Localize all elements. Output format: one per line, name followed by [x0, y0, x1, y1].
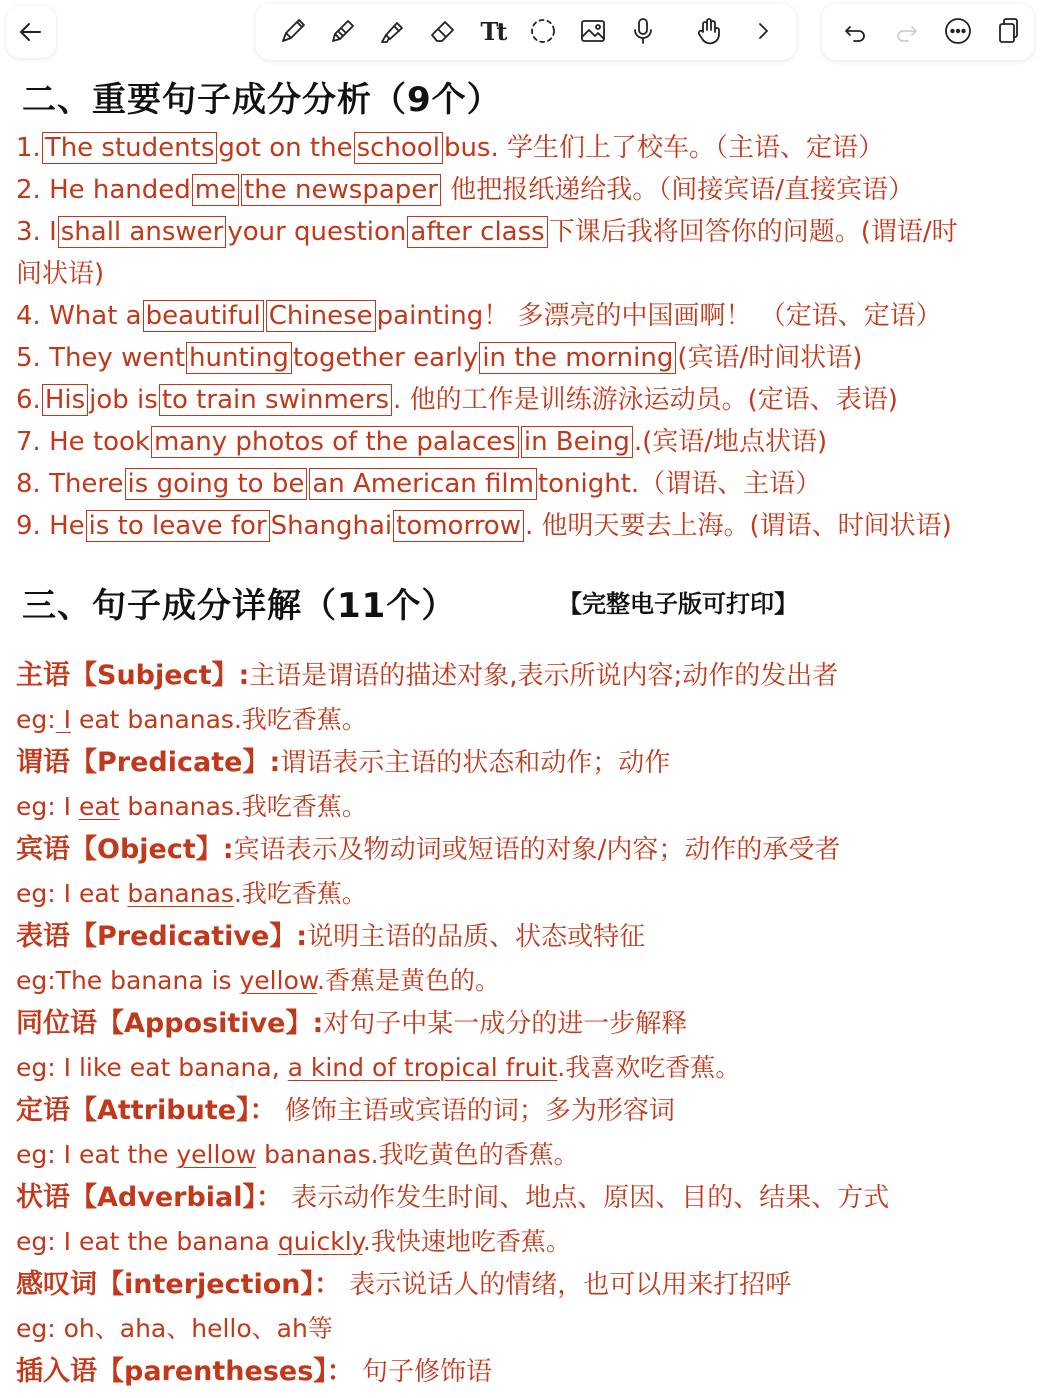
- term-line: [16, 745, 670, 781]
- boxed-phrase: an American film: [309, 468, 537, 500]
- highlighter-tool-button[interactable]: [376, 14, 410, 48]
- sentence-line: [16, 256, 104, 292]
- example-text: eg:: [16, 705, 56, 734]
- sentence-text: together early: [292, 343, 479, 373]
- pen-icon: [278, 16, 308, 46]
- example-line: [16, 1137, 579, 1173]
- term-line: [16, 1180, 889, 1216]
- sentence-text: your question: [227, 217, 407, 247]
- term-definition: 表示动作发生时间、地点、原因、目的、结果、方式: [283, 1183, 890, 1213]
- redo-icon: [892, 16, 922, 46]
- example-text: eg: I like eat banana,: [16, 1053, 288, 1082]
- undo-button[interactable]: [838, 14, 872, 48]
- term-definition: 说明主语的品质、状态或特征: [307, 922, 646, 952]
- term-label: 感叹词【interjection】：: [16, 1269, 342, 1300]
- sentence-line: [16, 424, 827, 460]
- boxed-phrase: hunting: [186, 342, 292, 374]
- underlined-example: yellow: [239, 966, 318, 995]
- boxed-phrase: beautiful: [143, 300, 264, 332]
- back-button[interactable]: [6, 6, 56, 58]
- microphone-icon: [628, 16, 658, 46]
- sentence-text: 3. I: [16, 217, 57, 247]
- printable-note: 【完整电子版可打印】: [558, 590, 798, 618]
- example-text: eg: I eat: [16, 879, 128, 908]
- sentence-text: 9. He: [16, 511, 85, 541]
- sentence-text: 下课后我将回答你的问题。(谓语/时: [548, 217, 958, 247]
- lasso-tool-button[interactable]: [526, 14, 560, 48]
- boxed-phrase: after class: [407, 216, 547, 248]
- text-tool-button[interactable]: [476, 14, 510, 48]
- boxed-phrase: is going to be: [125, 468, 308, 500]
- text-icon: Tt: [480, 16, 506, 46]
- sentence-line: [16, 298, 942, 334]
- term-line: [16, 832, 840, 868]
- sentence-line: [16, 130, 884, 166]
- term-label: 谓语【Predicate】:: [16, 747, 281, 778]
- section-heading-3: 三、句子成分详解（11个）: [22, 586, 457, 626]
- pencil-icon: [328, 16, 358, 46]
- eraser-tool-button[interactable]: [426, 14, 460, 48]
- sentence-text: 7. He took: [16, 427, 150, 457]
- chevron-right-icon: [748, 16, 778, 46]
- pages-icon: [993, 16, 1023, 46]
- sentence-line: [16, 340, 862, 376]
- term-label: 插入语【parentheses】：: [16, 1356, 354, 1387]
- term-definition: 对句子中某一成分的进一步解释: [323, 1009, 688, 1039]
- sentence-text: .(宾语/地点状语): [633, 427, 828, 457]
- sentence-text: painting！ 多漂亮的中国画啊！ （定语、定语）: [376, 301, 942, 331]
- example-line: [16, 1311, 333, 1347]
- example-text: .我吃香蕉。: [233, 879, 367, 908]
- highlighter-icon: [378, 16, 408, 46]
- sentence-text: (宾语/时间状语): [677, 343, 863, 373]
- hand-icon: [694, 16, 724, 46]
- boxed-phrase: me: [192, 174, 239, 206]
- term-line: [16, 1267, 791, 1303]
- boxed-phrase: His: [42, 384, 88, 416]
- boxed-phrase: to train swinmers: [159, 384, 392, 416]
- term-label: 定语【Attribute】：: [16, 1095, 277, 1126]
- example-text: .我快速地吃香蕉。: [362, 1227, 571, 1256]
- sentence-text: 他把报纸递给我。（间接宾语/直接宾语）: [441, 175, 914, 205]
- term-label: 同位语【Appositive】:: [16, 1008, 324, 1039]
- sentence-text: 间状语): [16, 259, 105, 289]
- example-text: eg: I eat the banana: [16, 1227, 278, 1256]
- example-text: .香蕉是黄色的。: [317, 966, 500, 995]
- pen-tool-button[interactable]: [276, 14, 310, 48]
- microphone-tool-button[interactable]: [626, 14, 660, 48]
- underlined-example: a kind of tropical fruit: [287, 1053, 558, 1082]
- sentence-text: 1.: [16, 133, 41, 163]
- example-text: eat bananas.我吃香蕉。: [71, 705, 367, 734]
- undo-icon: [840, 16, 870, 46]
- example-text: eg: I: [16, 792, 79, 821]
- boxed-phrase: The students: [42, 132, 218, 164]
- boxed-phrase: school: [354, 132, 443, 164]
- term-definition: 宾语表示及物动词或短语的对象/内容；动作的承受者: [233, 835, 841, 865]
- sentence-text: . 他的工作是训练游泳运动员。(定语、表语): [393, 385, 898, 415]
- sentence-line: [16, 214, 958, 250]
- example-text: eg: oh、aha、hello、ah等: [16, 1314, 333, 1343]
- underlined-example: eat: [78, 792, 120, 821]
- pencil-tool-button[interactable]: [326, 14, 360, 48]
- sentence-text: bus. 学生们上了校车。（主语、定语）: [443, 133, 884, 163]
- example-text: eg:The banana is: [16, 966, 240, 995]
- boxed-phrase: in the morning: [479, 342, 676, 374]
- pages-button[interactable]: [991, 14, 1025, 48]
- sentence-text: 5. They went: [16, 343, 186, 373]
- image-tool-button[interactable]: [576, 14, 610, 48]
- back-arrow-icon: [18, 19, 44, 45]
- term-label: 状语【Adverbial】：: [16, 1182, 284, 1213]
- lasso-icon: [528, 16, 558, 46]
- sentence-line: [16, 466, 821, 502]
- term-line: [16, 1354, 492, 1390]
- sentence-line: [16, 508, 952, 544]
- more-button[interactable]: [941, 14, 975, 48]
- term-definition: 表示说话人的情绪，也可以用来打招呼: [341, 1270, 792, 1300]
- sentence-text: job is: [89, 385, 158, 415]
- example-text: bananas.我吃香蕉。: [119, 792, 367, 821]
- sentence-text: tonight.（谓语、主语）: [537, 469, 822, 499]
- term-label: 主语【Subject】:: [16, 660, 250, 691]
- boxed-phrase: Chinese: [266, 300, 376, 332]
- term-line: [16, 658, 838, 694]
- eraser-icon: [428, 16, 458, 46]
- example-text: eg: I eat the: [16, 1140, 177, 1169]
- term-definition: 谓语表示主语的状态和动作；动作: [280, 748, 671, 778]
- term-definition: 修饰主语或宾语的词；多为形容词: [276, 1096, 675, 1126]
- sentence-line: [16, 172, 914, 208]
- hand-tool-button[interactable]: [692, 14, 726, 48]
- underlined-example: yellow: [176, 1140, 257, 1169]
- sentence-text: 2. He handed: [16, 175, 191, 205]
- example-line: [16, 789, 367, 825]
- sentence-text: 8. There: [16, 469, 124, 499]
- boxed-phrase: many photos of the palaces: [151, 426, 519, 458]
- sentence-text: Shanghai: [270, 511, 393, 541]
- image-icon: [578, 16, 608, 46]
- example-line: [16, 1050, 740, 1086]
- sentence-line: [16, 382, 898, 418]
- redo-button[interactable]: [890, 14, 924, 48]
- underlined-example: I: [55, 705, 72, 734]
- sentence-text: 6.: [16, 385, 41, 415]
- ellipsis-icon: [943, 16, 973, 46]
- example-text: .我喜欢吃香蕉。: [557, 1053, 741, 1082]
- section-heading-2: 二、重要句子成分分析（9个）: [22, 80, 502, 120]
- sentence-text: 4. What a: [16, 301, 142, 331]
- term-definition: 主语是谓语的描述对象,表示所说内容;动作的发出者: [249, 661, 839, 691]
- sentence-text: . 他明天要去上海。(谓语、时间状语): [524, 511, 952, 541]
- boxed-phrase: is to leave for: [86, 510, 270, 542]
- example-line: [16, 702, 367, 738]
- boxed-phrase: the newspaper: [241, 174, 441, 206]
- underlined-example: quickly: [277, 1227, 363, 1256]
- toolbar: [0, 0, 1050, 62]
- example-line: [16, 876, 367, 912]
- boxed-phrase: in Being: [521, 426, 633, 458]
- example-line: [16, 963, 500, 999]
- boxed-phrase: shall answer: [58, 216, 227, 248]
- example-text: bananas.我吃黄色的香蕉。: [256, 1140, 579, 1169]
- term-line: [16, 919, 645, 955]
- boxed-phrase: tomorrow: [393, 510, 524, 542]
- term-definition: 句子修饰语: [353, 1357, 493, 1387]
- term-label: 表语【Predicative】:: [16, 921, 308, 952]
- term-line: [16, 1093, 675, 1129]
- term-line: [16, 1006, 687, 1042]
- underlined-example: bananas: [127, 879, 234, 908]
- more-tools-button[interactable]: [746, 14, 780, 48]
- sentence-text: got on the: [218, 133, 353, 163]
- example-line: [16, 1224, 571, 1260]
- term-label: 宾语【Object】:: [16, 834, 234, 865]
